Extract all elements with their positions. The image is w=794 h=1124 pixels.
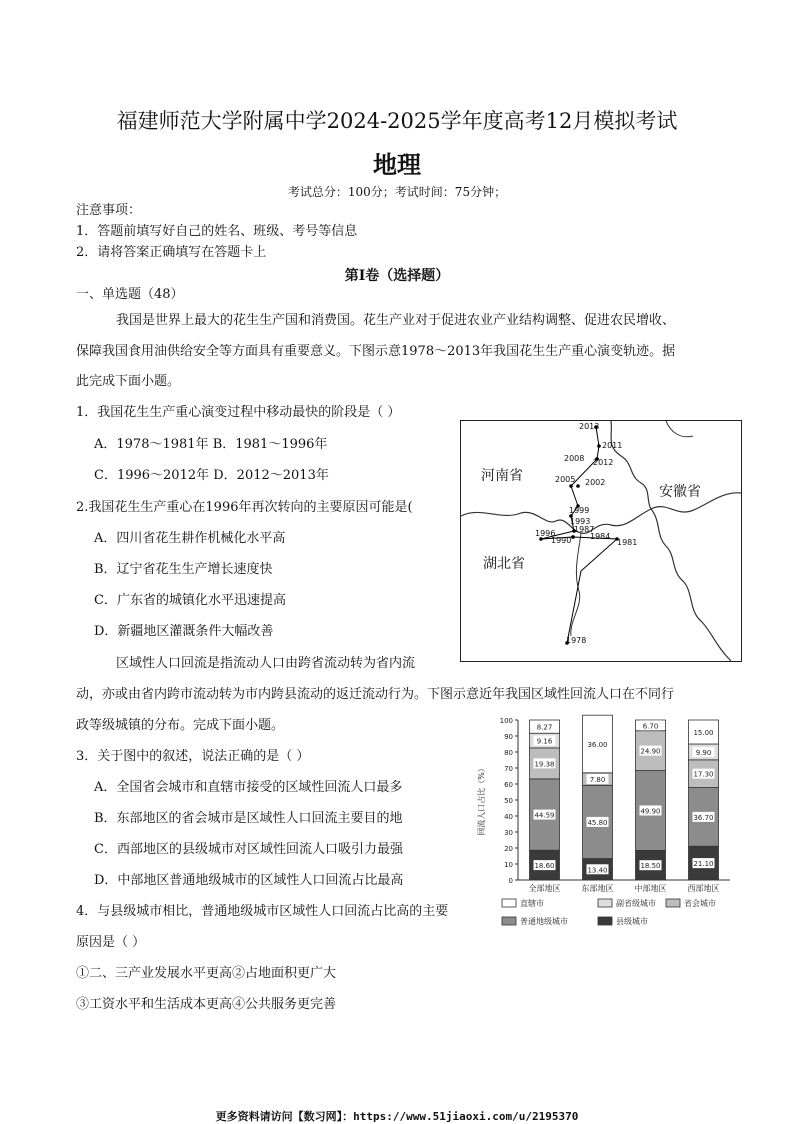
map-year-point — [576, 484, 580, 488]
legend-label: 副省级城市 — [616, 899, 656, 908]
y-tick-label: 0 — [508, 877, 513, 885]
question-stem: 3．关于图中的叙述，说法正确的是（ ） — [76, 749, 310, 764]
y-tick-label: 90 — [504, 733, 513, 741]
y-tick-label: 10 — [504, 861, 513, 869]
map-year-label: 2005 — [555, 475, 576, 484]
label-hubei: 湖北省 — [483, 556, 525, 572]
map-year-label: 2012 — [593, 458, 614, 467]
question-stem: 4．与县级城市相比，普通地级城市区域性人口回流占比高的主要 — [76, 904, 449, 919]
question-options[interactable]: C．1996～2012年 D．2012～2013年 — [94, 468, 329, 483]
map-year-point — [569, 484, 573, 488]
map-year-label: 2011 — [602, 441, 623, 450]
map-year-label: 1990 — [551, 536, 572, 545]
peanut-centroid-map — [460, 420, 742, 662]
question-option[interactable]: B．辽宁省花生生产增长速度快 — [94, 562, 273, 577]
data-label: 45.80 — [587, 818, 608, 827]
legend-swatch — [598, 917, 612, 925]
legend-label: 县级城市 — [616, 917, 648, 926]
question-stem: 2.我国花生生产重心在1996年再次转向的主要原因可能是( — [76, 500, 413, 515]
border-inner — [571, 533, 581, 636]
data-label: 19.38 — [534, 760, 555, 769]
data-label: 17.30 — [693, 770, 714, 779]
data-label: 36.70 — [693, 813, 714, 822]
question-option[interactable]: A．四川省花生耕作机械化水平高 — [94, 531, 286, 546]
data-label: 13.40 — [587, 866, 608, 875]
question-option[interactable]: B．东部地区的省会城市是区域性人口回流主要目的地 — [94, 811, 403, 826]
notice-heading: 注意事项： — [76, 203, 142, 218]
y-tick-label: 70 — [504, 765, 513, 773]
exam-meta: 考试总分：100分；考试时间：75分钟； — [287, 185, 507, 199]
question-option[interactable]: C．西部地区的县级城市对区域性回流人口吸引力最强 — [94, 842, 403, 857]
y-tick-label: 80 — [504, 749, 513, 757]
map-year-label: 1993 — [570, 517, 591, 526]
map-year-label: 1981 — [617, 538, 638, 547]
x-tick-label: 中部地区 — [634, 884, 667, 893]
x-tick-label: 全部地区 — [528, 884, 561, 893]
question-stem: 原因是（ ） — [76, 935, 146, 950]
data-label: 18.50 — [640, 862, 661, 871]
map-year-label: 2008 — [564, 454, 585, 463]
map-svg — [461, 421, 741, 661]
x-tick-label: 西部地区 — [687, 884, 720, 893]
map-year-point — [597, 444, 601, 448]
y-tick-label: 100 — [499, 717, 513, 725]
question-options[interactable]: A．1978～1981年 B．1981～1996年 — [94, 437, 328, 452]
data-label: 15.00 — [693, 729, 714, 737]
y-tick-label: 40 — [504, 813, 513, 821]
map-year-label: 1978 — [566, 636, 587, 645]
y-tick-label: 30 — [504, 829, 513, 837]
map-year-label: 1996 — [535, 529, 556, 538]
map-year-label: 1999 — [569, 506, 590, 515]
border-anhui-hubei — [651, 509, 731, 661]
question-statements: ①二、三产业发展水平更高②占地面积更广大 — [76, 966, 337, 981]
data-label: 9.16 — [536, 737, 553, 746]
notice-item: 1．答题前填写好自己的姓名、班级、考号等信息 — [76, 224, 358, 239]
subject-title: 地理 — [373, 151, 421, 179]
legend-swatch — [598, 899, 612, 907]
passage-line: 保障我国食用油供给安全等方面具有重要意义。下图示意1978～2013年我国花生生产重心演变轨迹。据 — [76, 344, 676, 359]
border-henan-anhui — [611, 421, 651, 509]
data-label: 36.00 — [587, 741, 608, 749]
passage-line: 区域性人口回流是指流动人口由跨省流动转为省内流 — [116, 656, 416, 671]
legend-swatch — [502, 917, 516, 925]
data-label: 8.27 — [536, 723, 553, 732]
question-statements: ③工资水平和生活成本更高④公共服务更完善 — [76, 997, 337, 1012]
exam-title: 福建师范大学附属中学2024-2025学年度高考12月模拟考试 — [116, 109, 678, 133]
label-anhui: 安徽省 — [659, 484, 701, 500]
label-henan: 河南省 — [481, 468, 523, 484]
notice-item: 2．请将答案正确填写在答题卡上 — [76, 245, 267, 260]
y-axis-label: 回流人口占比（%） — [477, 764, 486, 836]
y-tick-label: 60 — [504, 781, 513, 789]
question-option[interactable]: C．广东省的城镇化水平迅速提高 — [94, 593, 286, 608]
footer-link[interactable]: 更多资料请访问【数习网】：https://www.51jiaoxi.com/u/2195370 — [215, 1110, 579, 1123]
passage-line: 动，亦或由省内跨市流动转为市内跨县流动的返迁流动行为。下图示意近年我国区域性回流人口在不同行 — [76, 687, 675, 702]
data-label: 6.70 — [642, 722, 659, 731]
map-year-label: 1987 — [574, 525, 595, 534]
data-label: 44.59 — [534, 811, 555, 820]
border-top — [666, 421, 693, 437]
map-year-label: 2013 — [579, 422, 600, 431]
data-label: 21.10 — [693, 860, 714, 869]
data-label: 24.90 — [640, 747, 661, 756]
passage-line: 此完成下面小题。 — [76, 374, 181, 389]
question-stem: 1．我国花生生产重心演变过程中移动最快的阶段是（ ） — [76, 405, 401, 420]
part-title: 一、单选题（48） — [76, 287, 184, 302]
data-label: 49.90 — [640, 807, 661, 816]
question-option[interactable]: D．中部地区普通地级城市的区域性人口回流占比最高 — [94, 873, 404, 888]
y-tick-label: 20 — [504, 845, 513, 853]
stacked-bar-chart — [470, 712, 740, 942]
return-population-chart — [470, 712, 740, 942]
y-tick-label: 50 — [504, 797, 513, 805]
data-label: 18.60 — [534, 862, 555, 871]
passage-line: 政等级城镇的分布。完成下面小题。 — [76, 718, 285, 733]
legend-swatch — [666, 899, 680, 907]
section-title: 第I卷（选择题） — [344, 268, 450, 284]
legend-swatch — [502, 899, 516, 907]
passage-line: 我国是世界上最大的花生生产国和消费国。花生产业对于促进农业产业结构调整、促进农民增收、 — [116, 313, 676, 328]
x-tick-label: 东部地区 — [581, 884, 614, 893]
legend-label: 普通地级城市 — [520, 917, 568, 926]
map-year-label: 1984 — [590, 532, 611, 541]
map-year-label: 2002 — [585, 478, 606, 487]
data-label: 7.80 — [589, 776, 606, 785]
question-option[interactable]: D．新疆地区灌溉条件大幅改善 — [94, 624, 274, 639]
legend-label: 直辖市 — [520, 899, 544, 908]
map-year-point — [571, 535, 575, 539]
legend-label: 省会城市 — [684, 899, 716, 908]
data-label: 9.90 — [695, 748, 712, 757]
question-option[interactable]: A．全国省会城市和直辖市接受的区域性回流人口最多 — [94, 780, 403, 795]
